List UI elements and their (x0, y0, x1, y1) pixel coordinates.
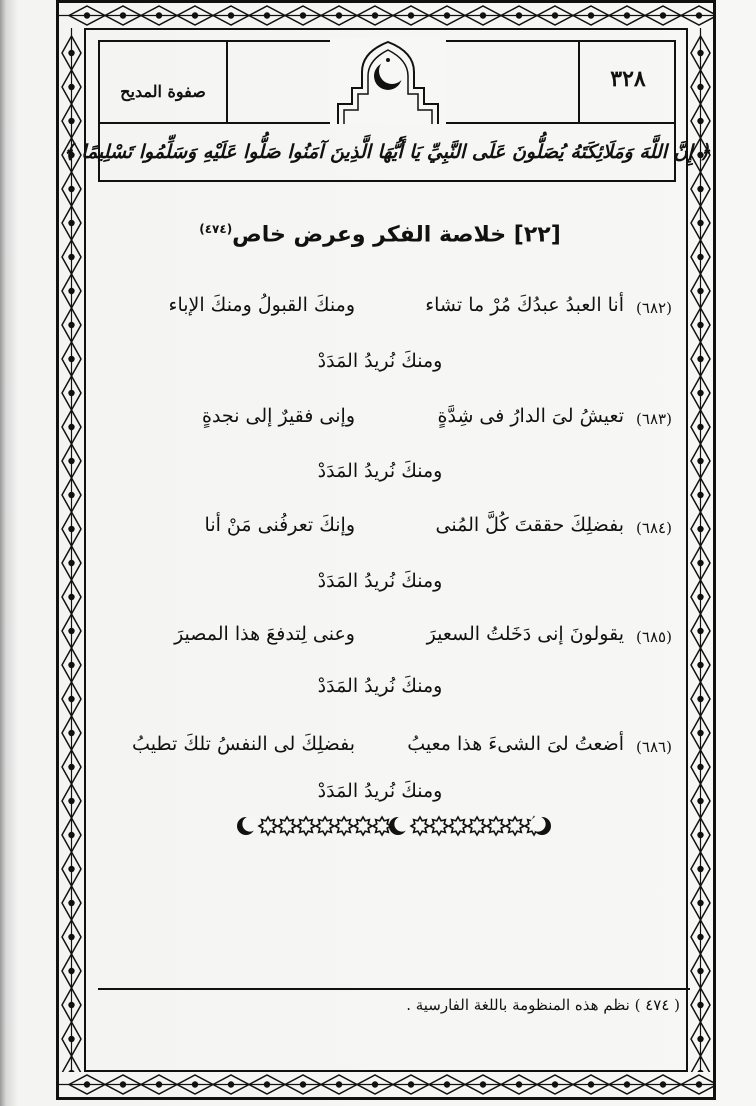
footnote: ( ٤٧٤ ) نظم هذه المنظومة باللغة الفارسية . (406, 996, 680, 1014)
second-hemistich: وإنكَ تعرفُنى مَنْ أنا (204, 514, 355, 536)
verse-number: (٦٨٢) (636, 299, 672, 317)
first-hemistich: أنا العبدُ عبدُكَ مُرْ ما تشاء (425, 294, 624, 316)
footnote-reference: (٤٧٤) (199, 222, 233, 236)
section-title: صفوة المديح (120, 82, 206, 101)
star-crescent-ornament-icon (236, 812, 552, 840)
header-divider (578, 40, 580, 124)
poem-title-text: [٢٢] خلاصة الفكر وعرض خاص (232, 222, 561, 248)
page-number: ٣٢٨ (610, 66, 646, 92)
first-hemistich: بفضلِكَ حققتَ كُلَّ المُنى (435, 514, 624, 536)
footnote-separator (98, 988, 690, 990)
second-hemistich: بفضلِكَ لى النفسُ تلكَ تطيبُ (132, 733, 355, 755)
refrain: ومنكَ نُريدُ المَدَدْ (317, 780, 443, 802)
refrain: ومنكَ نُريدُ المَدَدْ (317, 350, 443, 372)
refrain: ومنكَ نُريدُ المَدَدْ (317, 675, 443, 697)
verse-number: (٦٨٤) (636, 519, 672, 537)
second-hemistich: وإنى فقيرٌ إلى نجدةٍ (202, 405, 355, 427)
poem-title (120, 222, 640, 247)
verse-number: (٦٨٣) (636, 410, 672, 428)
quranic-verse: ﴿ إِنَّ اللَّهَ وَمَلَائِكَتَهُ يُصَلُّونَ عَلَى النَّبِيِّ يَا أَيُّهَا الَّذِينَ آمَنُوا صَلُّوا عَلَيْهِ وَسَلِّمُوا تَسْلِيمًا ﴾ (63, 141, 711, 163)
verse-number: (٦٨٥) (636, 628, 672, 646)
refrain: ومنكَ نُريدُ المَدَدْ (317, 570, 443, 592)
second-hemistich: وعنى لِتدفعَ هذا المصيرَ (174, 623, 355, 645)
refrain: ومنكَ نُريدُ المَدَدْ (317, 460, 443, 482)
first-hemistich: أضعتُ لىَ الشىءَ هذا معيبُ (407, 733, 624, 755)
crescent-dome-icon (330, 38, 446, 124)
verse-number: (٦٨٦) (636, 738, 672, 756)
header-divider (226, 40, 228, 124)
second-hemistich: ومنكَ القبولُ ومنكَ الإباء (168, 294, 355, 316)
first-hemistich: يقولونَ إنى دَخَلتُ السعيرَ (426, 623, 624, 645)
inner-frame (84, 28, 688, 1072)
quranic-verse-band (63, 124, 711, 182)
first-hemistich: تعيشُ لىَ الدارُ فى شِدَّةٍ (437, 405, 624, 427)
